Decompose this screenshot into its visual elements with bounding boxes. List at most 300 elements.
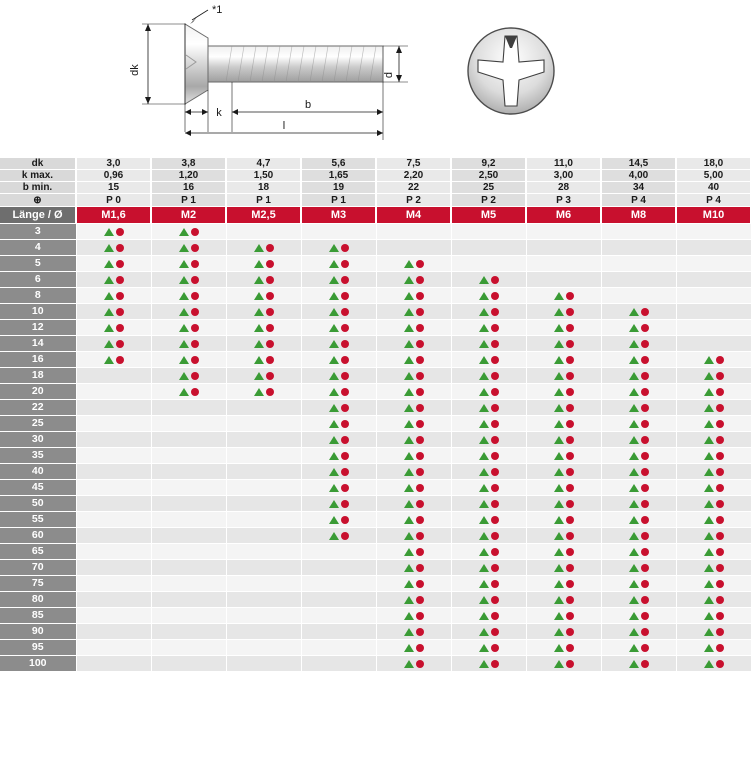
availability-cell[interactable] <box>526 432 601 448</box>
availability-cell[interactable] <box>151 384 226 400</box>
availability-cell[interactable] <box>676 528 751 544</box>
availability-cell[interactable] <box>526 224 601 240</box>
availability-cell[interactable] <box>601 416 676 432</box>
row-length-label: 75 <box>0 576 76 592</box>
availability-markers <box>554 464 574 479</box>
availability-cell[interactable] <box>676 432 751 448</box>
availability-cell[interactable] <box>526 512 601 528</box>
availability-cell[interactable] <box>76 576 151 592</box>
availability-cell[interactable] <box>301 592 376 608</box>
availability-cell[interactable] <box>151 336 226 352</box>
availability-cell[interactable] <box>451 480 526 496</box>
availability-cell[interactable] <box>301 544 376 560</box>
availability-cell[interactable] <box>226 224 301 240</box>
availability-cell[interactable] <box>526 448 601 464</box>
availability-cell[interactable] <box>151 496 226 512</box>
dot-marker-icon <box>491 500 499 508</box>
availability-cell[interactable] <box>76 448 151 464</box>
availability-cell[interactable] <box>226 608 301 624</box>
availability-cell[interactable] <box>601 304 676 320</box>
availability-cell[interactable] <box>76 480 151 496</box>
dot-marker-icon <box>491 420 499 428</box>
availability-cell[interactable] <box>151 272 226 288</box>
availability-cell[interactable] <box>301 320 376 336</box>
availability-cell[interactable] <box>601 608 676 624</box>
param-value: 28 <box>526 182 601 194</box>
availability-cell[interactable] <box>226 272 301 288</box>
availability-cell[interactable] <box>151 656 226 672</box>
availability-cell[interactable] <box>151 224 226 240</box>
availability-cell[interactable] <box>451 400 526 416</box>
availability-cell[interactable] <box>151 256 226 272</box>
availability-cell[interactable] <box>226 576 301 592</box>
availability-cell[interactable] <box>76 368 151 384</box>
availability-cell[interactable] <box>151 400 226 416</box>
availability-cell[interactable] <box>151 480 226 496</box>
availability-cell[interactable] <box>151 592 226 608</box>
availability-cell[interactable] <box>151 304 226 320</box>
availability-cell[interactable] <box>451 336 526 352</box>
availability-cell[interactable] <box>451 496 526 512</box>
availability-cell[interactable] <box>301 416 376 432</box>
availability-cell[interactable] <box>601 384 676 400</box>
availability-cell[interactable] <box>76 544 151 560</box>
header-size-M4[interactable]: M4 <box>376 207 451 224</box>
table-header-row <box>0 207 751 224</box>
availability-cell[interactable] <box>76 336 151 352</box>
availability-cell[interactable] <box>526 608 601 624</box>
availability-cell[interactable] <box>451 608 526 624</box>
availability-cell[interactable] <box>601 336 676 352</box>
availability-cell[interactable] <box>451 384 526 400</box>
availability-cell[interactable] <box>376 624 451 640</box>
availability-markers <box>479 496 499 511</box>
availability-cell[interactable] <box>526 352 601 368</box>
availability-cell[interactable] <box>301 560 376 576</box>
availability-cell[interactable] <box>76 640 151 656</box>
triangle-marker-icon <box>629 468 639 476</box>
availability-cell[interactable] <box>301 272 376 288</box>
param-value: 22 <box>376 182 451 194</box>
availability-cell[interactable] <box>601 224 676 240</box>
availability-cell[interactable] <box>301 640 376 656</box>
availability-cell[interactable] <box>676 272 751 288</box>
availability-cell[interactable] <box>226 432 301 448</box>
availability-cell[interactable] <box>376 512 451 528</box>
availability-cell[interactable] <box>526 624 601 640</box>
availability-cell[interactable] <box>76 528 151 544</box>
availability-cell[interactable] <box>76 416 151 432</box>
availability-cell[interactable] <box>676 368 751 384</box>
availability-cell[interactable] <box>601 240 676 256</box>
availability-cell[interactable] <box>601 640 676 656</box>
availability-cell[interactable] <box>151 560 226 576</box>
triangle-marker-icon <box>404 388 414 396</box>
availability-cell[interactable] <box>451 544 526 560</box>
availability-cell[interactable] <box>451 240 526 256</box>
header-size-M6[interactable]: M6 <box>526 207 601 224</box>
availability-cell[interactable] <box>526 416 601 432</box>
availability-markers <box>629 368 649 383</box>
availability-cell[interactable] <box>301 352 376 368</box>
availability-cell[interactable] <box>376 640 451 656</box>
availability-cell[interactable] <box>301 464 376 480</box>
availability-cell[interactable] <box>226 512 301 528</box>
availability-cell[interactable] <box>451 256 526 272</box>
availability-cell[interactable] <box>451 432 526 448</box>
availability-cell[interactable] <box>526 640 601 656</box>
availability-cell[interactable] <box>376 240 451 256</box>
availability-markers <box>254 352 274 367</box>
availability-cell[interactable] <box>676 544 751 560</box>
availability-cell[interactable] <box>676 608 751 624</box>
availability-cell[interactable] <box>76 608 151 624</box>
availability-cell[interactable] <box>601 656 676 672</box>
availability-cell[interactable] <box>301 528 376 544</box>
availability-cell[interactable] <box>601 528 676 544</box>
availability-cell[interactable] <box>76 272 151 288</box>
availability-cell[interactable] <box>301 576 376 592</box>
availability-cell[interactable] <box>301 480 376 496</box>
dot-marker-icon <box>491 340 499 348</box>
triangle-marker-icon <box>629 644 639 652</box>
availability-cell[interactable] <box>451 592 526 608</box>
availability-cell[interactable] <box>451 576 526 592</box>
availability-cell[interactable] <box>676 320 751 336</box>
availability-cell[interactable] <box>526 496 601 512</box>
triangle-marker-icon <box>629 356 639 364</box>
availability-cell[interactable] <box>601 288 676 304</box>
availability-cell[interactable] <box>376 448 451 464</box>
availability-cell[interactable] <box>226 336 301 352</box>
availability-cell[interactable] <box>226 592 301 608</box>
availability-cell[interactable] <box>676 576 751 592</box>
availability-cell[interactable] <box>76 656 151 672</box>
availability-cell[interactable] <box>301 384 376 400</box>
availability-cell[interactable] <box>451 304 526 320</box>
availability-cell[interactable] <box>601 448 676 464</box>
availability-cell[interactable] <box>376 256 451 272</box>
availability-cell[interactable] <box>226 544 301 560</box>
availability-cell[interactable] <box>376 400 451 416</box>
availability-cell[interactable] <box>526 320 601 336</box>
availability-markers <box>554 352 574 367</box>
availability-cell[interactable] <box>676 416 751 432</box>
dot-marker-icon <box>116 308 124 316</box>
availability-markers <box>629 656 649 671</box>
availability-cell[interactable] <box>676 352 751 368</box>
availability-cell[interactable] <box>676 640 751 656</box>
availability-cell[interactable] <box>451 448 526 464</box>
availability-cell[interactable] <box>226 448 301 464</box>
availability-cell[interactable] <box>676 336 751 352</box>
header-size-M8[interactable]: M8 <box>601 207 676 224</box>
availability-cell[interactable] <box>376 272 451 288</box>
availability-cell[interactable] <box>676 400 751 416</box>
availability-cell[interactable] <box>301 432 376 448</box>
dot-marker-icon <box>416 660 424 668</box>
availability-cell[interactable] <box>376 464 451 480</box>
availability-cell[interactable] <box>301 304 376 320</box>
availability-cell[interactable] <box>301 624 376 640</box>
availability-cell[interactable] <box>76 352 151 368</box>
availability-cell[interactable] <box>676 624 751 640</box>
availability-cell[interactable] <box>526 656 601 672</box>
availability-cell[interactable] <box>376 608 451 624</box>
availability-cell[interactable] <box>226 240 301 256</box>
availability-cell[interactable] <box>151 512 226 528</box>
availability-cell[interactable] <box>526 576 601 592</box>
row-length-label: 18 <box>0 368 76 384</box>
availability-cell[interactable] <box>601 624 676 640</box>
param-value: 1,20 <box>151 170 226 182</box>
availability-cell[interactable] <box>601 560 676 576</box>
availability-cell[interactable] <box>301 512 376 528</box>
availability-cell[interactable] <box>451 624 526 640</box>
availability-cell[interactable] <box>76 624 151 640</box>
availability-cell[interactable] <box>151 544 226 560</box>
availability-cell[interactable] <box>376 416 451 432</box>
availability-markers <box>479 528 499 543</box>
availability-cell[interactable] <box>76 592 151 608</box>
availability-cell[interactable] <box>676 560 751 576</box>
availability-cell[interactable] <box>676 592 751 608</box>
availability-cell[interactable] <box>226 400 301 416</box>
dot-marker-icon <box>641 436 649 444</box>
triangle-marker-icon <box>254 324 264 332</box>
availability-cell[interactable] <box>76 464 151 480</box>
table-row <box>0 432 751 448</box>
availability-cell[interactable] <box>451 560 526 576</box>
availability-cell[interactable] <box>226 384 301 400</box>
dot-marker-icon <box>716 516 724 524</box>
availability-cell[interactable] <box>676 256 751 272</box>
availability-cell[interactable] <box>526 480 601 496</box>
availability-cell[interactable] <box>151 528 226 544</box>
availability-cell[interactable] <box>601 544 676 560</box>
availability-cell[interactable] <box>451 368 526 384</box>
availability-cell[interactable] <box>676 448 751 464</box>
triangle-marker-icon <box>404 372 414 380</box>
header-size-M2[interactable]: M2 <box>151 207 226 224</box>
triangle-marker-icon <box>704 388 714 396</box>
availability-cell[interactable] <box>76 400 151 416</box>
availability-cell[interactable] <box>601 496 676 512</box>
availability-cell[interactable] <box>226 640 301 656</box>
availability-cell[interactable] <box>676 224 751 240</box>
availability-markers <box>479 512 499 527</box>
availability-cell[interactable] <box>451 464 526 480</box>
availability-cell[interactable] <box>526 256 601 272</box>
availability-cell[interactable] <box>151 576 226 592</box>
availability-cell[interactable] <box>301 496 376 512</box>
availability-cell[interactable] <box>526 384 601 400</box>
availability-cell[interactable] <box>526 304 601 320</box>
availability-cell[interactable] <box>451 288 526 304</box>
availability-cell[interactable] <box>676 384 751 400</box>
availability-cell[interactable] <box>601 256 676 272</box>
triangle-marker-icon <box>629 324 639 332</box>
availability-cell[interactable] <box>76 496 151 512</box>
availability-cell[interactable] <box>76 432 151 448</box>
availability-cell[interactable] <box>301 448 376 464</box>
availability-cell[interactable] <box>301 224 376 240</box>
availability-cell[interactable] <box>151 240 226 256</box>
availability-cell[interactable] <box>526 272 601 288</box>
availability-cell[interactable] <box>526 528 601 544</box>
availability-cell[interactable] <box>301 656 376 672</box>
availability-cell[interactable] <box>526 336 601 352</box>
availability-cell[interactable] <box>601 480 676 496</box>
availability-cell[interactable] <box>226 320 301 336</box>
availability-cell[interactable] <box>301 368 376 384</box>
availability-cell[interactable] <box>601 272 676 288</box>
availability-cell[interactable] <box>76 256 151 272</box>
availability-cell[interactable] <box>376 352 451 368</box>
availability-cell[interactable] <box>76 384 151 400</box>
availability-cell[interactable] <box>76 512 151 528</box>
availability-cell[interactable] <box>301 608 376 624</box>
availability-cell[interactable] <box>376 224 451 240</box>
availability-cell[interactable] <box>376 304 451 320</box>
availability-cell[interactable] <box>451 640 526 656</box>
availability-cell[interactable] <box>601 512 676 528</box>
availability-cell[interactable] <box>226 256 301 272</box>
availability-cell[interactable] <box>601 400 676 416</box>
dot-marker-icon <box>116 340 124 348</box>
availability-cell[interactable] <box>301 240 376 256</box>
availability-cell[interactable] <box>226 464 301 480</box>
availability-cell[interactable] <box>376 336 451 352</box>
availability-cell[interactable] <box>376 432 451 448</box>
availability-cell[interactable] <box>451 320 526 336</box>
availability-cell[interactable] <box>601 320 676 336</box>
availability-cell[interactable] <box>451 656 526 672</box>
availability-cell[interactable] <box>376 560 451 576</box>
availability-markers <box>704 464 724 479</box>
availability-cell[interactable] <box>76 240 151 256</box>
availability-cell[interactable] <box>676 304 751 320</box>
table-row <box>0 464 751 480</box>
availability-cell[interactable] <box>601 368 676 384</box>
availability-cell[interactable] <box>151 464 226 480</box>
availability-cell[interactable] <box>676 656 751 672</box>
availability-cell[interactable] <box>76 288 151 304</box>
availability-cell[interactable] <box>301 256 376 272</box>
availability-cell[interactable] <box>601 592 676 608</box>
availability-cell[interactable] <box>376 288 451 304</box>
header-size-M10[interactable]: M10 <box>676 207 751 224</box>
header-size-M5[interactable]: M5 <box>451 207 526 224</box>
availability-cell[interactable] <box>226 496 301 512</box>
availability-cell[interactable] <box>376 592 451 608</box>
availability-cell[interactable] <box>226 304 301 320</box>
availability-cell[interactable] <box>451 224 526 240</box>
availability-cell[interactable] <box>376 480 451 496</box>
availability-cell[interactable] <box>526 400 601 416</box>
availability-cell[interactable] <box>301 288 376 304</box>
triangle-marker-icon <box>329 420 339 428</box>
availability-cell[interactable] <box>376 368 451 384</box>
availability-cell[interactable] <box>226 480 301 496</box>
availability-cell[interactable] <box>676 464 751 480</box>
availability-cell[interactable] <box>451 528 526 544</box>
availability-cell[interactable] <box>676 240 751 256</box>
table-row <box>0 480 751 496</box>
availability-cell[interactable] <box>451 512 526 528</box>
availability-cell[interactable] <box>226 560 301 576</box>
triangle-marker-icon <box>179 244 189 252</box>
availability-cell[interactable] <box>526 368 601 384</box>
availability-cell[interactable] <box>151 368 226 384</box>
availability-cell[interactable] <box>676 512 751 528</box>
availability-cell[interactable] <box>301 336 376 352</box>
availability-cell[interactable] <box>676 480 751 496</box>
availability-cell[interactable] <box>151 288 226 304</box>
availability-cell[interactable] <box>76 320 151 336</box>
availability-cell[interactable] <box>376 544 451 560</box>
availability-cell[interactable] <box>76 304 151 320</box>
availability-cell[interactable] <box>151 608 226 624</box>
availability-cell[interactable] <box>151 624 226 640</box>
availability-cell[interactable] <box>226 288 301 304</box>
availability-cell[interactable] <box>601 464 676 480</box>
availability-cell[interactable] <box>226 656 301 672</box>
availability-cell[interactable] <box>526 560 601 576</box>
availability-cell[interactable] <box>151 432 226 448</box>
availability-cell[interactable] <box>451 416 526 432</box>
availability-cell[interactable] <box>676 288 751 304</box>
availability-cell[interactable] <box>526 544 601 560</box>
header-size-M16[interactable]: M1,6 <box>76 207 151 224</box>
availability-cell[interactable] <box>451 272 526 288</box>
availability-cell[interactable] <box>526 288 601 304</box>
availability-markers <box>404 336 424 351</box>
availability-cell[interactable] <box>151 448 226 464</box>
availability-cell[interactable] <box>376 384 451 400</box>
availability-cell[interactable] <box>226 624 301 640</box>
availability-cell[interactable] <box>301 400 376 416</box>
availability-cell[interactable] <box>226 416 301 432</box>
availability-cell[interactable] <box>526 592 601 608</box>
availability-cell[interactable] <box>676 496 751 512</box>
availability-cell[interactable] <box>601 352 676 368</box>
availability-cell[interactable] <box>601 576 676 592</box>
availability-cell[interactable] <box>226 352 301 368</box>
availability-cell[interactable] <box>76 224 151 240</box>
availability-cell[interactable] <box>226 528 301 544</box>
availability-cell[interactable] <box>526 240 601 256</box>
header-size-M3[interactable]: M3 <box>301 207 376 224</box>
availability-cell[interactable] <box>376 528 451 544</box>
triangle-marker-icon <box>254 276 264 284</box>
availability-cell[interactable] <box>601 432 676 448</box>
availability-cell[interactable] <box>376 320 451 336</box>
availability-cell[interactable] <box>376 656 451 672</box>
availability-cell[interactable] <box>151 320 226 336</box>
header-size-M25[interactable]: M2,5 <box>226 207 301 224</box>
availability-cell[interactable] <box>76 560 151 576</box>
availability-cell[interactable] <box>526 464 601 480</box>
availability-markers <box>629 336 649 351</box>
availability-cell[interactable] <box>451 352 526 368</box>
availability-cell[interactable] <box>376 496 451 512</box>
availability-cell[interactable] <box>226 368 301 384</box>
availability-cell[interactable] <box>151 640 226 656</box>
availability-cell[interactable] <box>151 416 226 432</box>
availability-cell[interactable] <box>376 576 451 592</box>
availability-cell[interactable] <box>151 352 226 368</box>
